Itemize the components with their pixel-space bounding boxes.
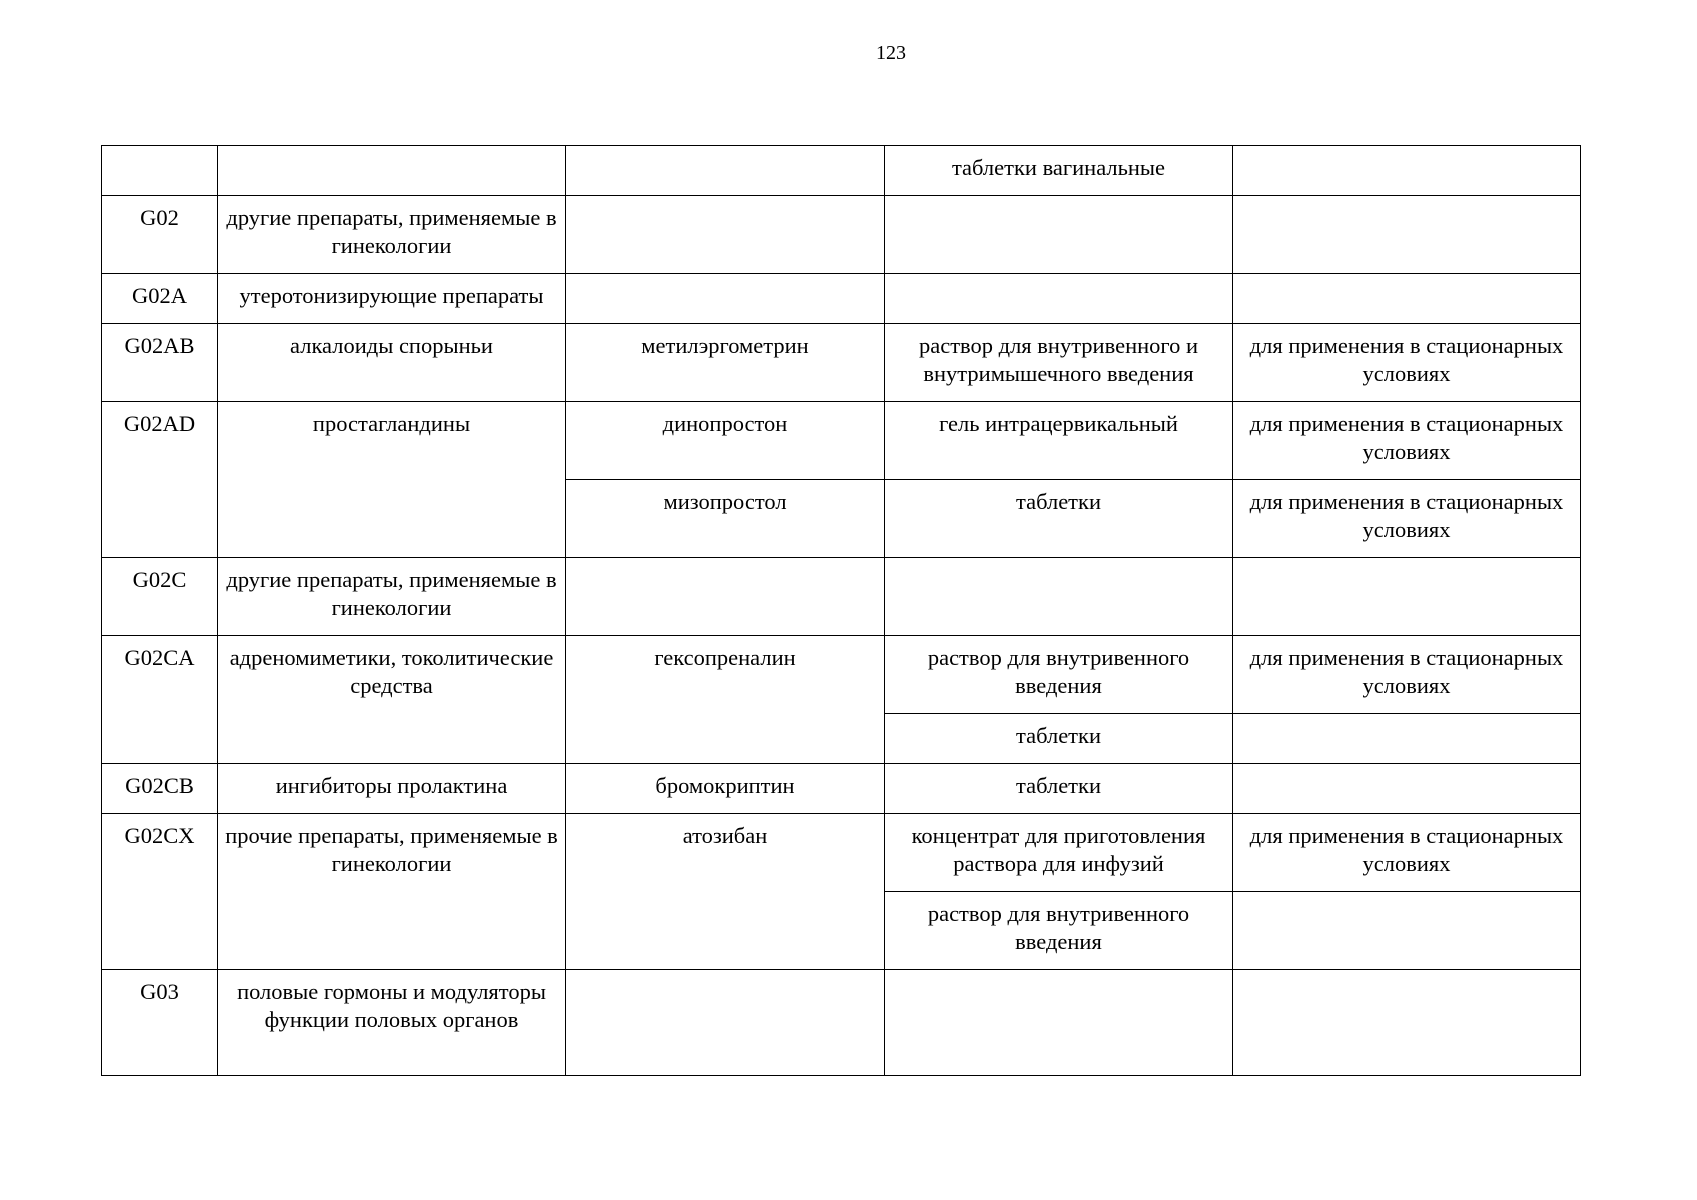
table-row <box>102 402 1581 480</box>
page-number: 123 <box>876 42 906 64</box>
code-cell: G02AB <box>102 324 218 402</box>
form-cell <box>885 196 1233 274</box>
form-cell: таблетки <box>885 714 1233 764</box>
form-cell: раствор для внутривенного и внутримышечного введения <box>885 324 1233 402</box>
group-cell: прочие препараты, применяемые в гинекологии <box>218 814 566 970</box>
code-cell: G02AD <box>102 402 218 558</box>
form-cell: таблетки <box>885 480 1233 558</box>
drug-cell <box>566 274 885 324</box>
note-cell <box>1233 274 1581 324</box>
form-cell <box>885 558 1233 636</box>
group-cell: утеротонизирующие препараты <box>218 274 566 324</box>
drug-cell: динопростон <box>566 402 885 480</box>
drug-cell <box>566 558 885 636</box>
form-cell <box>885 274 1233 324</box>
drug-table <box>101 145 1581 1076</box>
form-cell: концентрат для приготовления раствора для инфузий <box>885 814 1233 892</box>
note-cell: для применения в стационарных условиях <box>1233 402 1581 480</box>
table-row <box>102 764 1581 814</box>
code-cell: G02CX <box>102 814 218 970</box>
drug-cell <box>566 196 885 274</box>
table-row <box>102 324 1581 402</box>
drug-cell: гексопреналин <box>566 636 885 764</box>
table-row <box>102 558 1581 636</box>
group-cell: половые гормоны и модуляторы функции половых органов <box>218 970 566 1076</box>
drug-cell: атозибан <box>566 814 885 970</box>
form-cell: раствор для внутривенного введения <box>885 636 1233 714</box>
note-cell <box>1233 558 1581 636</box>
drug-cell <box>566 970 885 1076</box>
note-cell: для применения в стационарных условиях <box>1233 636 1581 714</box>
group-cell: алкалоиды спорыньи <box>218 324 566 402</box>
form-cell: таблетки вагинальные <box>885 146 1233 196</box>
note-cell <box>1233 196 1581 274</box>
code-cell: G02C <box>102 558 218 636</box>
code-cell: G02CA <box>102 636 218 764</box>
form-cell <box>885 970 1233 1076</box>
group-cell: ингибиторы пролактина <box>218 764 566 814</box>
note-cell: для применения в стационарных условиях <box>1233 324 1581 402</box>
note-cell <box>1233 970 1581 1076</box>
code-cell <box>102 146 218 196</box>
form-cell: таблетки <box>885 764 1233 814</box>
code-cell: G02 <box>102 196 218 274</box>
table-row <box>102 146 1581 196</box>
note-cell: для применения в стационарных условиях <box>1233 814 1581 892</box>
note-cell: для применения в стационарных условиях <box>1233 480 1581 558</box>
code-cell: G02A <box>102 274 218 324</box>
group-cell <box>218 146 566 196</box>
note-cell <box>1233 146 1581 196</box>
form-cell: раствор для внутривенного введения <box>885 892 1233 970</box>
code-cell: G02CB <box>102 764 218 814</box>
table-row <box>102 196 1581 274</box>
drug-cell <box>566 146 885 196</box>
note-cell <box>1233 892 1581 970</box>
group-cell: адреномиметики, токолитические средства <box>218 636 566 764</box>
group-cell: другие препараты, применяемые в гинекологии <box>218 196 566 274</box>
note-cell <box>1233 714 1581 764</box>
drug-cell: метилэргометрин <box>566 324 885 402</box>
note-cell <box>1233 764 1581 814</box>
form-cell: гель интрацервикальный <box>885 402 1233 480</box>
table-row <box>102 274 1581 324</box>
drug-cell: мизопростол <box>566 480 885 558</box>
drug-cell: бромокриптин <box>566 764 885 814</box>
code-cell: G03 <box>102 970 218 1076</box>
group-cell: другие препараты, применяемые в гинекологии <box>218 558 566 636</box>
table-row <box>102 814 1581 892</box>
group-cell: простагландины <box>218 402 566 558</box>
table-row <box>102 970 1581 1076</box>
table-row <box>102 636 1581 714</box>
